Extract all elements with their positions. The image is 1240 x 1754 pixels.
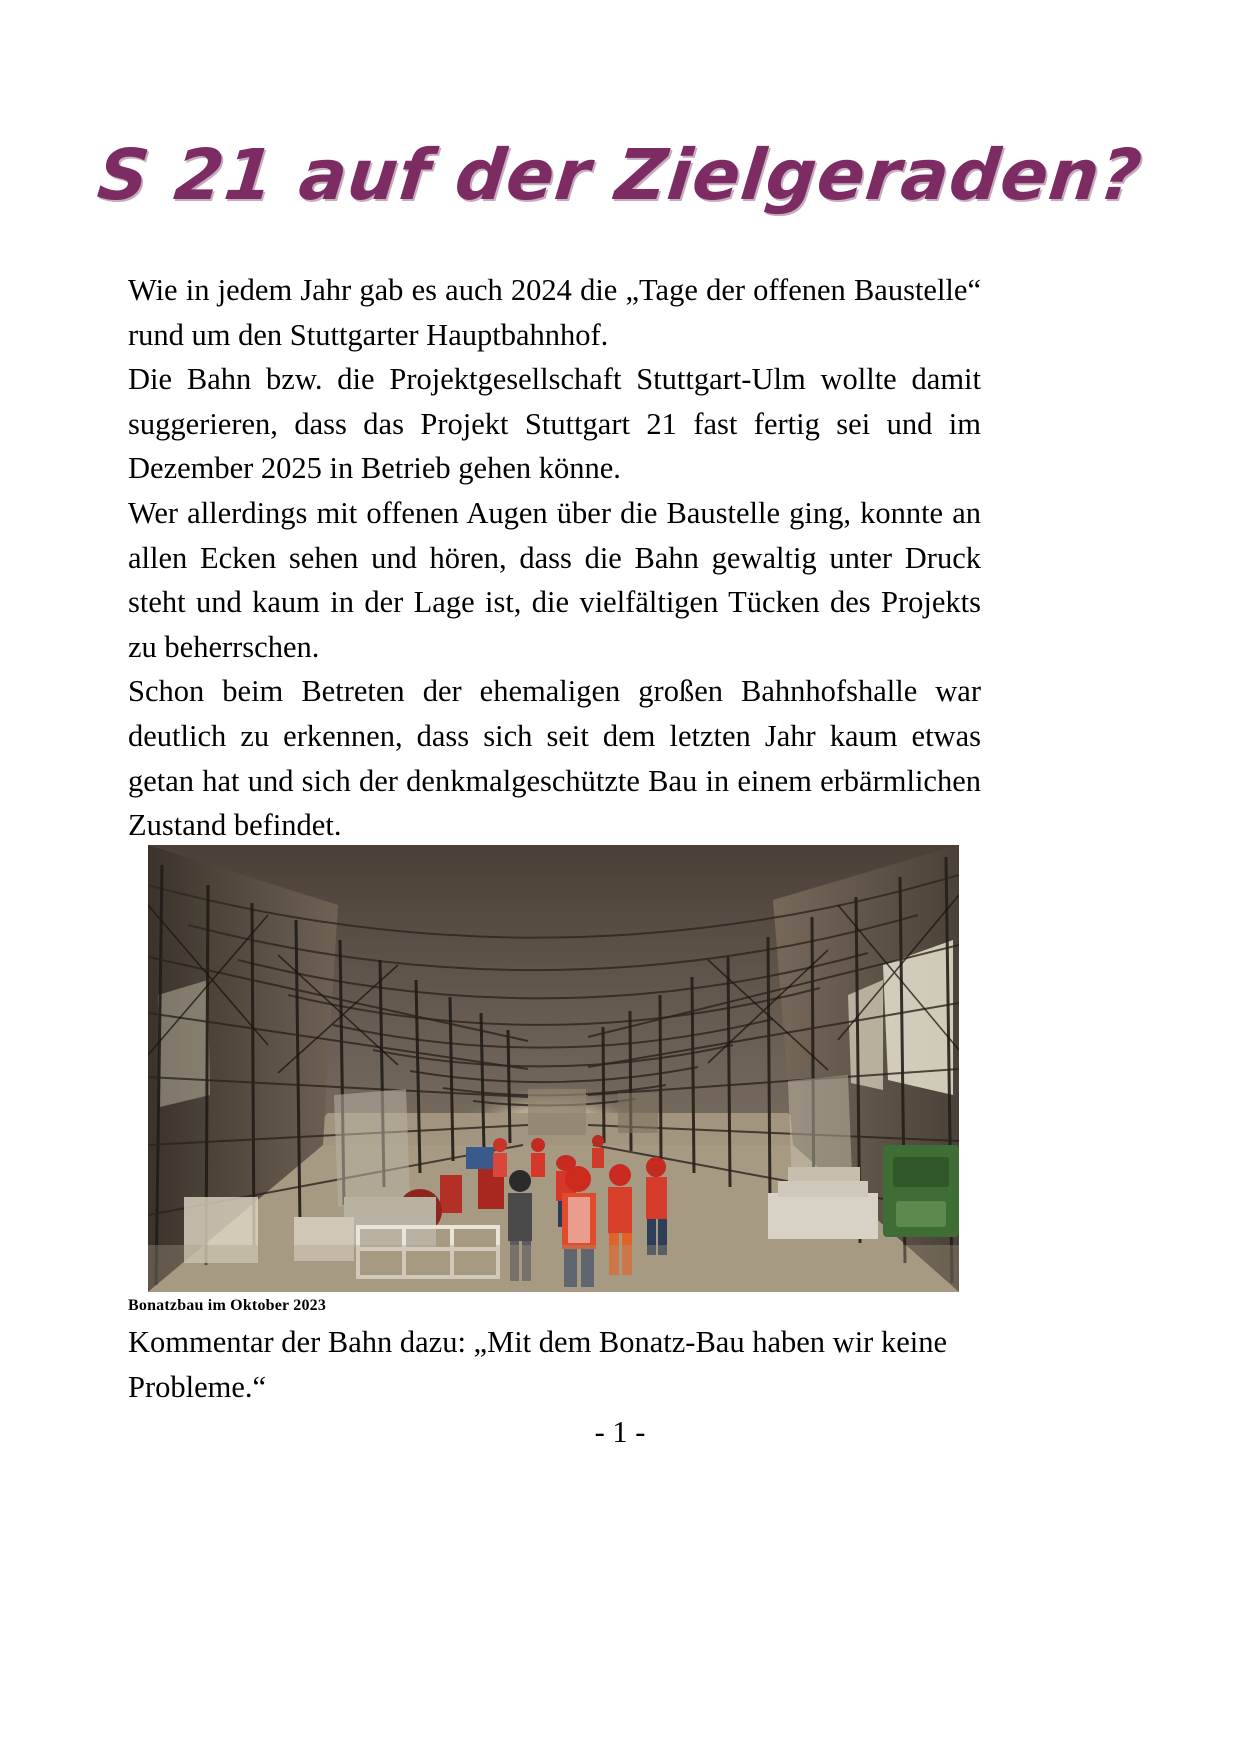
comment-text: Kommentar der Bahn dazu: „Mit dem Bonatz-Bau haben wir keine Probleme.“: [128, 1325, 948, 1404]
construction-site-photo: [148, 845, 959, 1292]
figure-caption: Bonatzbau im Oktober 2023: [128, 1297, 327, 1314]
closing-comment: [128, 1320, 981, 1409]
paragraph-2: Die Bahn bzw. die Projektgesellschaft Stuttgart-Ulm wollte damit suggerieren, dass das Projekt Stuttgart 21 fast fertig sei und im Dezember 2025 in Betrieb gehen könne.: [128, 362, 981, 486]
photo-illustration: [148, 845, 959, 1292]
paragraph-4: Schon beim Betreten der ehemaligen großen Bahnhofshalle war deutlich zu erkennen, dass sich seit dem letzten Jahr kaum etwas getan hat und sich der denkmalgeschützte Bau in einem erbärmlichen Zustand befindet.: [128, 674, 981, 843]
paragraph-3: Wer allerdings mit offenen Augen über die Baustelle ging, konnte an allen Ecken sehen und hören, dass die Bahn gewaltig unter Druck steht und kaum in der Lage ist, die vielfältigen Tücken des Projekts zu beherrschen.: [128, 495, 981, 664]
article-body: [128, 268, 981, 848]
page-number: - 1 -: [594, 1415, 646, 1449]
page-title: S 21 auf der Zielgeraden?: [93, 134, 1147, 216]
paragraph-1: Wie in jedem Jahr gab es auch 2024 die „Tage der offenen Baustelle“ rund um den Stuttgarter Hauptbahnhof.: [128, 273, 981, 352]
